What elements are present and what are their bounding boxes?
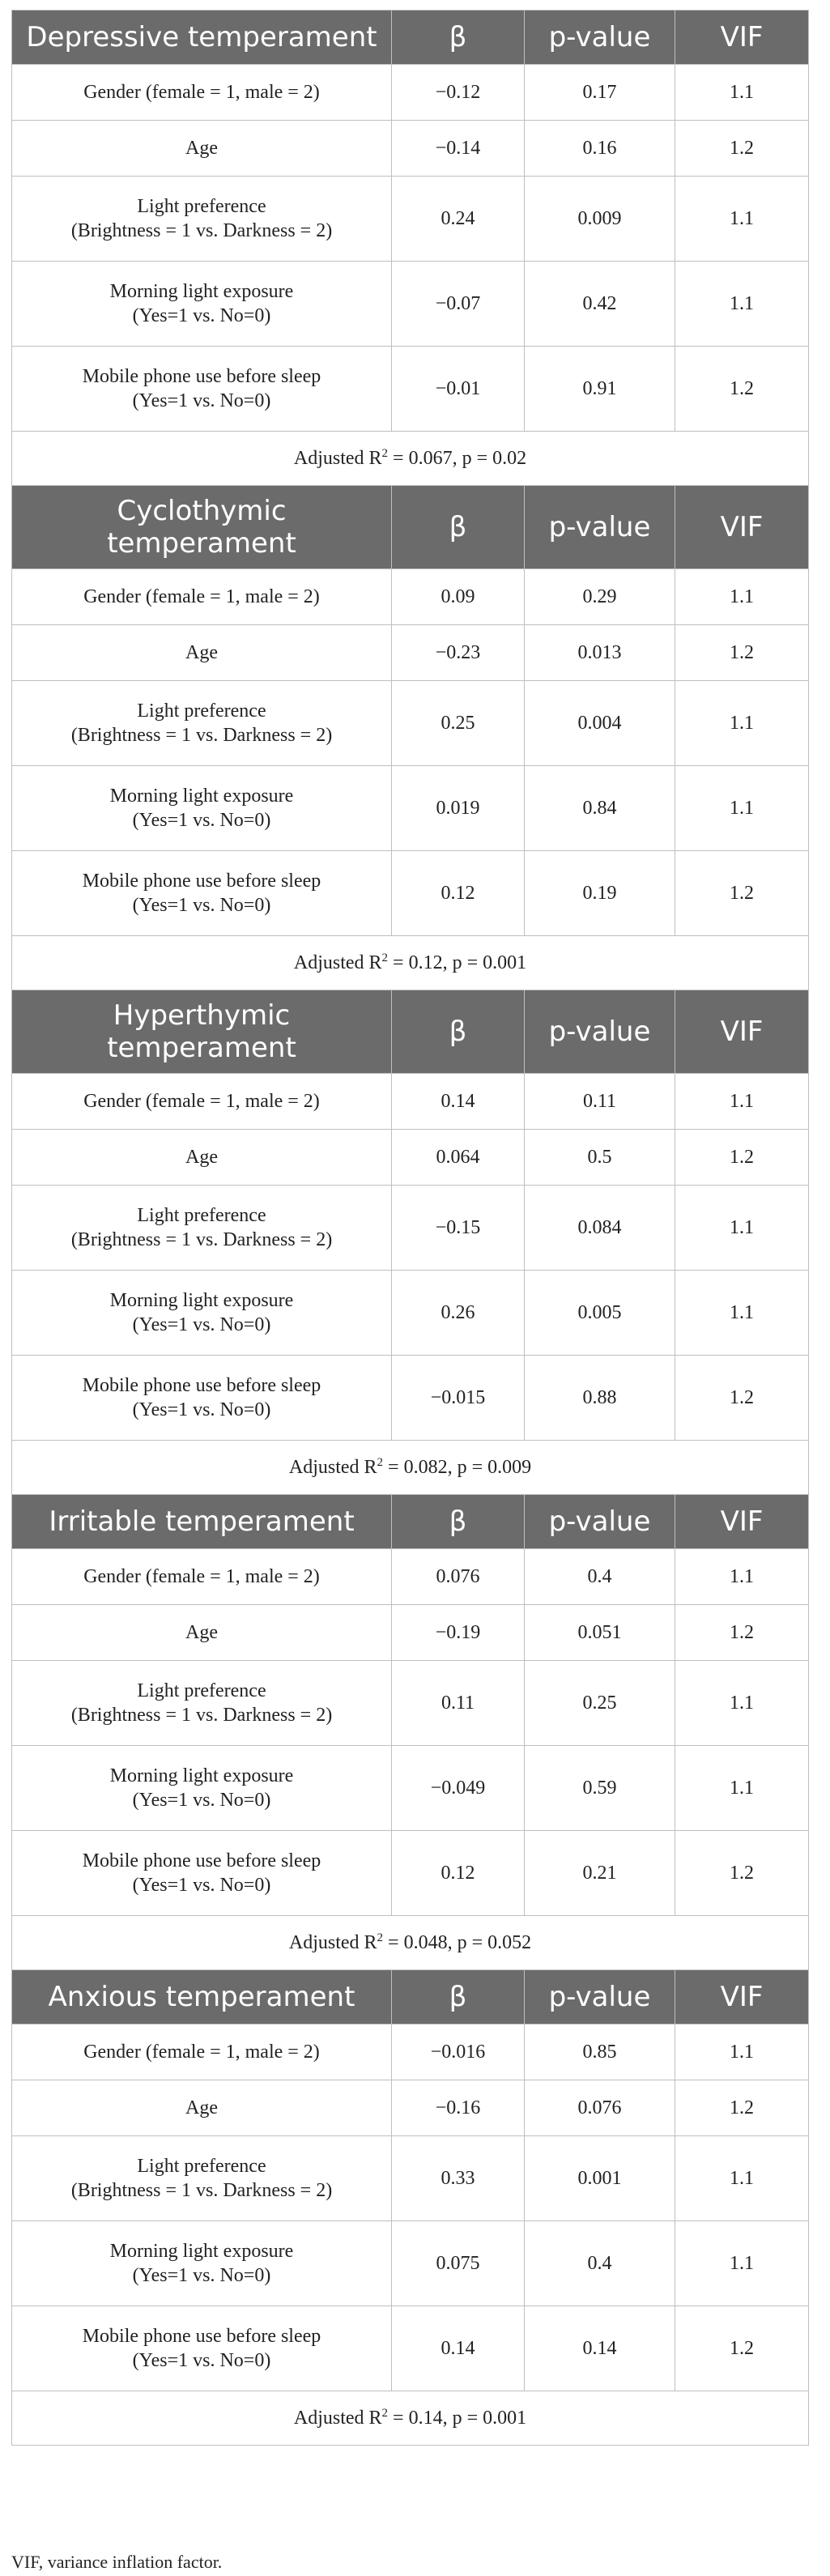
row-label [12,1271,392,1356]
row-label-line: Mobile phone use before sleep [82,871,321,892]
row-label-line: Gender (female = 1, male = 2) [83,1091,320,1112]
vif-value: 1.2 [675,121,809,177]
p-value: 0.19 [525,851,675,936]
block-title: Cyclothymic temperament [12,486,392,569]
row-label-line: (Yes=1 vs. No=0) [132,1875,271,1896]
r2-superscript: 2 [377,1456,384,1469]
p-value: 0.91 [525,347,675,432]
row-light-preference [12,1661,809,1746]
row-label [12,1186,392,1271]
row-age [12,625,809,681]
row-label-line: Light preference [137,196,266,217]
summary-stats: = 0.14, p = 0.001 [388,2408,527,2429]
table-footnote: VIF, variance inflation factor. [11,2552,223,2572]
summary-row [12,2391,809,2446]
row-label-line: Gender (female = 1, male = 2) [83,1566,320,1587]
beta-value: 0.12 [392,1831,525,1916]
adjusted-r2-label: Adjusted R [288,1932,377,1953]
beta-value: 0.14 [392,2306,525,2391]
beta-header: β [392,990,525,1074]
row-label [12,65,392,121]
adjusted-r2-label: Adjusted R [288,1457,377,1478]
row-light-preference [12,177,809,262]
vif-value: 1.2 [675,625,809,681]
beta-value: 0.075 [392,2221,525,2306]
row-label-line: Mobile phone use before sleep [82,1850,321,1871]
row-label-line: (Yes=1 vs. No=0) [132,1790,271,1811]
row-age [12,121,809,177]
row-label-line: (Yes=1 vs. No=0) [132,895,271,916]
row-morning-light [12,1746,809,1831]
beta-value: −0.016 [392,2025,525,2080]
beta-header: β [392,486,525,569]
r2-superscript: 2 [377,1931,384,1944]
row-label [12,2136,392,2221]
p-value: 0.076 [525,2080,675,2136]
row-age [12,1130,809,1186]
model-summary [12,432,809,486]
p-value: 0.25 [525,1661,675,1746]
vif-value: 1.2 [675,1356,809,1441]
summary-row [12,936,809,990]
row-light-preference [12,1186,809,1271]
row-label-line: Light preference [137,1205,266,1226]
row-label [12,681,392,766]
row-age [12,1605,809,1661]
row-label-line: Morning light exposure [109,1765,294,1786]
row-gender [12,2025,809,2080]
row-label-line: Mobile phone use before sleep [82,366,321,387]
block-title: Depressive temperament [12,11,392,65]
model-summary [12,1441,809,1495]
summary-stats: = 0.082, p = 0.009 [383,1457,532,1478]
row-light-preference [12,681,809,766]
row-label-line: Mobile phone use before sleep [82,2326,321,2347]
row-label [12,1074,392,1130]
vif-value: 1.1 [675,1746,809,1831]
block-header-row [12,1495,809,1549]
vif-value: 1.2 [675,1605,809,1661]
row-label [12,1605,392,1661]
vif-value: 1.1 [675,1549,809,1605]
p-value: 0.013 [525,625,675,681]
model-summary [12,936,809,990]
vif-value: 1.1 [675,569,809,625]
p-value: 0.29 [525,569,675,625]
vif-value: 1.1 [675,1074,809,1130]
vif-header: VIF [675,11,809,65]
row-label [12,177,392,262]
vif-value: 1.2 [675,347,809,432]
regression-table [11,10,809,2446]
p-value: 0.004 [525,681,675,766]
vif-value: 1.1 [675,1186,809,1271]
block-header-row [12,1970,809,2025]
beta-value: 0.11 [392,1661,525,1746]
r2-superscript: 2 [381,2407,389,2420]
vif-value: 1.1 [675,1661,809,1746]
p-value: 0.21 [525,1831,675,1916]
row-label-line: (Brightness = 1 vs. Darkness = 2) [70,1229,333,1250]
row-label-line: (Brightness = 1 vs. Darkness = 2) [70,725,333,746]
block-header-row [12,11,809,65]
p-value-header: p-value [525,1970,675,2025]
row-label-line: (Yes=1 vs. No=0) [132,390,271,411]
p-value: 0.4 [525,1549,675,1605]
row-label-line: (Brightness = 1 vs. Darkness = 2) [70,220,333,241]
beta-value: 0.14 [392,1074,525,1130]
row-label-line: (Yes=1 vs. No=0) [132,2350,271,2371]
row-label [12,2080,392,2136]
row-label [12,2306,392,2391]
row-light-preference [12,2136,809,2221]
summary-stats: = 0.12, p = 0.001 [388,952,527,973]
block-title: Irritable temperament [12,1495,392,1549]
row-label-line: Gender (female = 1, male = 2) [83,586,320,607]
row-label [12,2221,392,2306]
vif-header: VIF [675,1970,809,2025]
beta-value: 0.076 [392,1549,525,1605]
row-label-line: Morning light exposure [109,281,294,302]
p-value-header: p-value [525,990,675,1074]
row-label-line: Morning light exposure [109,1290,294,1311]
beta-value: −0.015 [392,1356,525,1441]
row-morning-light [12,262,809,347]
p-value: 0.001 [525,2136,675,2221]
p-value: 0.84 [525,766,675,851]
row-label [12,851,392,936]
vif-value: 1.2 [675,1130,809,1186]
row-label [12,2025,392,2080]
row-morning-light [12,1271,809,1356]
block-title: Anxious temperament [12,1970,392,2025]
row-label-line: (Yes=1 vs. No=0) [132,810,271,831]
block-header-row [12,486,809,569]
p-value: 0.16 [525,121,675,177]
row-label-line: Mobile phone use before sleep [82,1375,321,1396]
row-label-line: Morning light exposure [109,2241,294,2262]
row-mobile-phone [12,2306,809,2391]
beta-header: β [392,1970,525,2025]
vif-value: 1.2 [675,2080,809,2136]
beta-value: −0.07 [392,262,525,347]
row-label-line: (Yes=1 vs. No=0) [132,1399,271,1420]
row-label-line: Age [185,138,218,159]
p-value: 0.42 [525,262,675,347]
beta-value: −0.049 [392,1746,525,1831]
vif-header: VIF [675,486,809,569]
p-value: 0.084 [525,1186,675,1271]
beta-value: 0.24 [392,177,525,262]
row-gender [12,569,809,625]
row-label [12,569,392,625]
row-label-line: Age [185,2097,218,2118]
adjusted-r2-label: Adjusted R [293,952,382,973]
p-value: 0.14 [525,2306,675,2391]
vif-value: 1.1 [675,262,809,347]
beta-value: 0.33 [392,2136,525,2221]
beta-value: −0.23 [392,625,525,681]
vif-value: 1.2 [675,2306,809,2391]
beta-value: 0.09 [392,569,525,625]
row-label-line: Gender (female = 1, male = 2) [83,82,320,103]
beta-value: 0.26 [392,1271,525,1356]
p-value: 0.85 [525,2025,675,2080]
p-value: 0.17 [525,65,675,121]
row-age [12,2080,809,2136]
vif-value: 1.1 [675,1271,809,1356]
beta-value: −0.01 [392,347,525,432]
row-label [12,1746,392,1831]
beta-value: 0.25 [392,681,525,766]
row-mobile-phone [12,1356,809,1441]
row-label [12,1549,392,1605]
p-value: 0.11 [525,1074,675,1130]
row-label-line: Age [185,1622,218,1643]
adjusted-r2-label: Adjusted R [293,2408,382,2429]
p-value: 0.4 [525,2221,675,2306]
row-morning-light [12,2221,809,2306]
r2-superscript: 2 [381,447,389,460]
row-mobile-phone [12,851,809,936]
row-mobile-phone [12,1831,809,1916]
p-value: 0.051 [525,1605,675,1661]
model-summary [12,1916,809,1970]
summary-row [12,1441,809,1495]
row-morning-light [12,766,809,851]
p-value: 0.59 [525,1746,675,1831]
vif-value: 1.1 [675,2221,809,2306]
beta-value: −0.15 [392,1186,525,1271]
row-label [12,766,392,851]
row-label-line: (Yes=1 vs. No=0) [132,1314,271,1335]
model-summary [12,2391,809,2446]
row-label [12,121,392,177]
row-label-line: (Yes=1 vs. No=0) [132,305,271,326]
vif-header: VIF [675,990,809,1074]
vif-header: VIF [675,1495,809,1549]
row-label [12,1130,392,1186]
row-label-line: Morning light exposure [109,786,294,807]
regression-table-container [11,10,808,2446]
p-value: 0.009 [525,177,675,262]
beta-value: −0.19 [392,1605,525,1661]
row-label-line: Light preference [137,700,266,722]
beta-header: β [392,11,525,65]
vif-value: 1.1 [675,177,809,262]
row-label-line: Light preference [137,2156,266,2177]
row-label [12,625,392,681]
vif-value: 1.1 [675,2025,809,2080]
p-value-header: p-value [525,11,675,65]
row-label-line: Gender (female = 1, male = 2) [83,2042,320,2063]
vif-value: 1.1 [675,2136,809,2221]
row-label-line: (Brightness = 1 vs. Darkness = 2) [70,2180,333,2201]
p-value: 0.88 [525,1356,675,1441]
row-label-line: (Brightness = 1 vs. Darkness = 2) [70,1705,333,1726]
vif-value: 1.1 [675,65,809,121]
row-mobile-phone [12,347,809,432]
summary-row [12,432,809,486]
beta-value: −0.14 [392,121,525,177]
row-label-line: Age [185,642,218,663]
summary-stats: = 0.048, p = 0.052 [383,1932,532,1953]
row-label-line: Light preference [137,1680,266,1701]
block-header-row [12,990,809,1074]
summary-row [12,1916,809,1970]
vif-value: 1.2 [675,1831,809,1916]
beta-header: β [392,1495,525,1549]
beta-value: −0.12 [392,65,525,121]
summary-stats: = 0.067, p = 0.02 [388,448,527,469]
row-label [12,1661,392,1746]
beta-value: 0.064 [392,1130,525,1186]
p-value: 0.005 [525,1271,675,1356]
row-label-line: Age [185,1147,218,1168]
p-value-header: p-value [525,1495,675,1549]
row-label-line: (Yes=1 vs. No=0) [132,2265,271,2286]
row-label [12,262,392,347]
vif-value: 1.2 [675,851,809,936]
row-label [12,347,392,432]
row-gender [12,1549,809,1605]
vif-value: 1.1 [675,766,809,851]
vif-value: 1.1 [675,681,809,766]
beta-value: 0.019 [392,766,525,851]
p-value: 0.5 [525,1130,675,1186]
row-label [12,1356,392,1441]
row-label [12,1831,392,1916]
beta-value: −0.16 [392,2080,525,2136]
row-gender [12,1074,809,1130]
beta-value: 0.12 [392,851,525,936]
r2-superscript: 2 [381,952,389,964]
p-value-header: p-value [525,486,675,569]
row-gender [12,65,809,121]
block-title: Hyperthymic temperament [12,990,392,1074]
adjusted-r2-label: Adjusted R [293,448,382,469]
